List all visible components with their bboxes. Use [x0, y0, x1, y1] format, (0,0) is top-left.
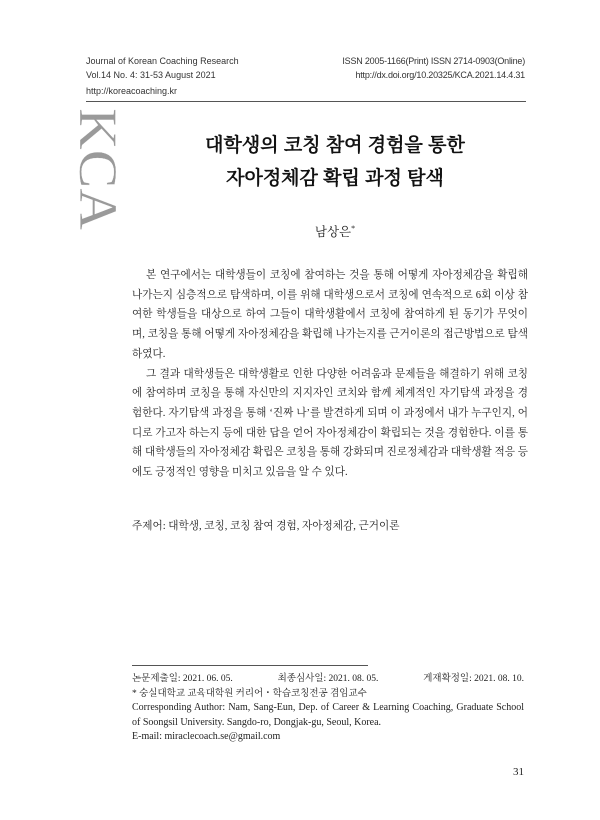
submission-dates: [132, 670, 524, 684]
corresponding-author: Corresponding Author: Nam, Sang-Eun, Dep. of Career & Learning Coaching, Graduate School of Soongsil University. Sangdo-ro, Dongjak-gu, Seoul, Korea.: [132, 702, 524, 728]
author-mark: *: [351, 223, 356, 233]
journal-url[interactable]: http://koreacoaching.kr: [86, 86, 178, 96]
abstract-paragraph-1: 본 연구에서는 대학생들이 코칭에 참여하는 것을 통해 어떻게 자아정체감을 확립해 나가는지 심층적으로 탐색하며, 이를 위해 대학생으로서 코칭에 연속적으로 6회 이상 참여한 학생들을 대상으로 하여 그들이 대학생활에서 코칭에 참여하게 된 동기가 무엇이며, 코칭을 통해 어떻게 자아정체감을 확립해 나가는지를 근거이론의 접근방법으로 탐색하였다.: [132, 270, 528, 360]
kca-logo-text: KCA: [68, 108, 128, 223]
abstract: [132, 266, 528, 483]
author-name: 남상은: [314, 225, 352, 239]
author: [150, 222, 520, 240]
doi-link[interactable]: http://dx.doi.org/10.20325/KCA.2021.14.4.31: [355, 70, 525, 80]
page-number: 31: [513, 766, 524, 778]
author-email[interactable]: E-mail: miraclecoach.se@gmail.com: [132, 731, 281, 742]
keywords: 주제어: 대학생, 코칭, 코칭 참여 경험, 자아정체감, 근거이론: [132, 521, 400, 532]
paper-title-line2: 자아정체감 확립 과정 탐색: [226, 168, 444, 189]
corresponding-author-block: [132, 701, 524, 745]
journal-name: Journal of Korean Coaching Research: [86, 56, 239, 66]
header-divider: [86, 101, 526, 102]
issn-info: ISSN 2005-1166(Print) ISSN 2714-0903(Online): [342, 56, 525, 66]
kca-logo: [60, 104, 140, 234]
abstract-paragraph-2: 그 결과 대학생들은 대학생활로 인한 다양한 어려움과 문제들을 해결하기 위해 코칭에 참여하며 코칭을 통해 자신만의 지지자인 코치와 함께 체계적인 자기탐색 과정을 경험한다. 자기탐색 과정을 통해 ‘진짜 나’를 발견하게 되며 이 과정에서 내가 누구인지, 어디로 가고자 하는지 등에 대한 답을 얻어 자아정체감이 확립되는 것을 경험한다. 이를 통해 대학생들의 자아정체감 확립은 코칭을 통해 강화되며 진로정체감과 대학생활 적응 등에도 긍정적인 영향을 미치고 있음을 알 수 있다.: [132, 368, 528, 479]
journal-header-left: [86, 54, 239, 82]
volume-info: Vol.14 No. 4: 31-53 August 2021: [86, 70, 216, 80]
journal-header-right: [342, 54, 525, 82]
footnote-divider: [132, 665, 368, 666]
accepted-date: 게재확정일: 2021. 08. 10.: [423, 674, 524, 684]
paper-title-line1: 대학생의 코칭 참여 경험을 통한: [205, 135, 465, 156]
reviewed-date: 최종심사일: 2021. 08. 05.: [277, 674, 379, 684]
author-affiliation: * 숭실대학교 교육대학원 커리어・학습코칭전공 겸임교수: [132, 689, 367, 699]
received-date: 논문제출일: 2021. 06. 05.: [132, 674, 233, 684]
